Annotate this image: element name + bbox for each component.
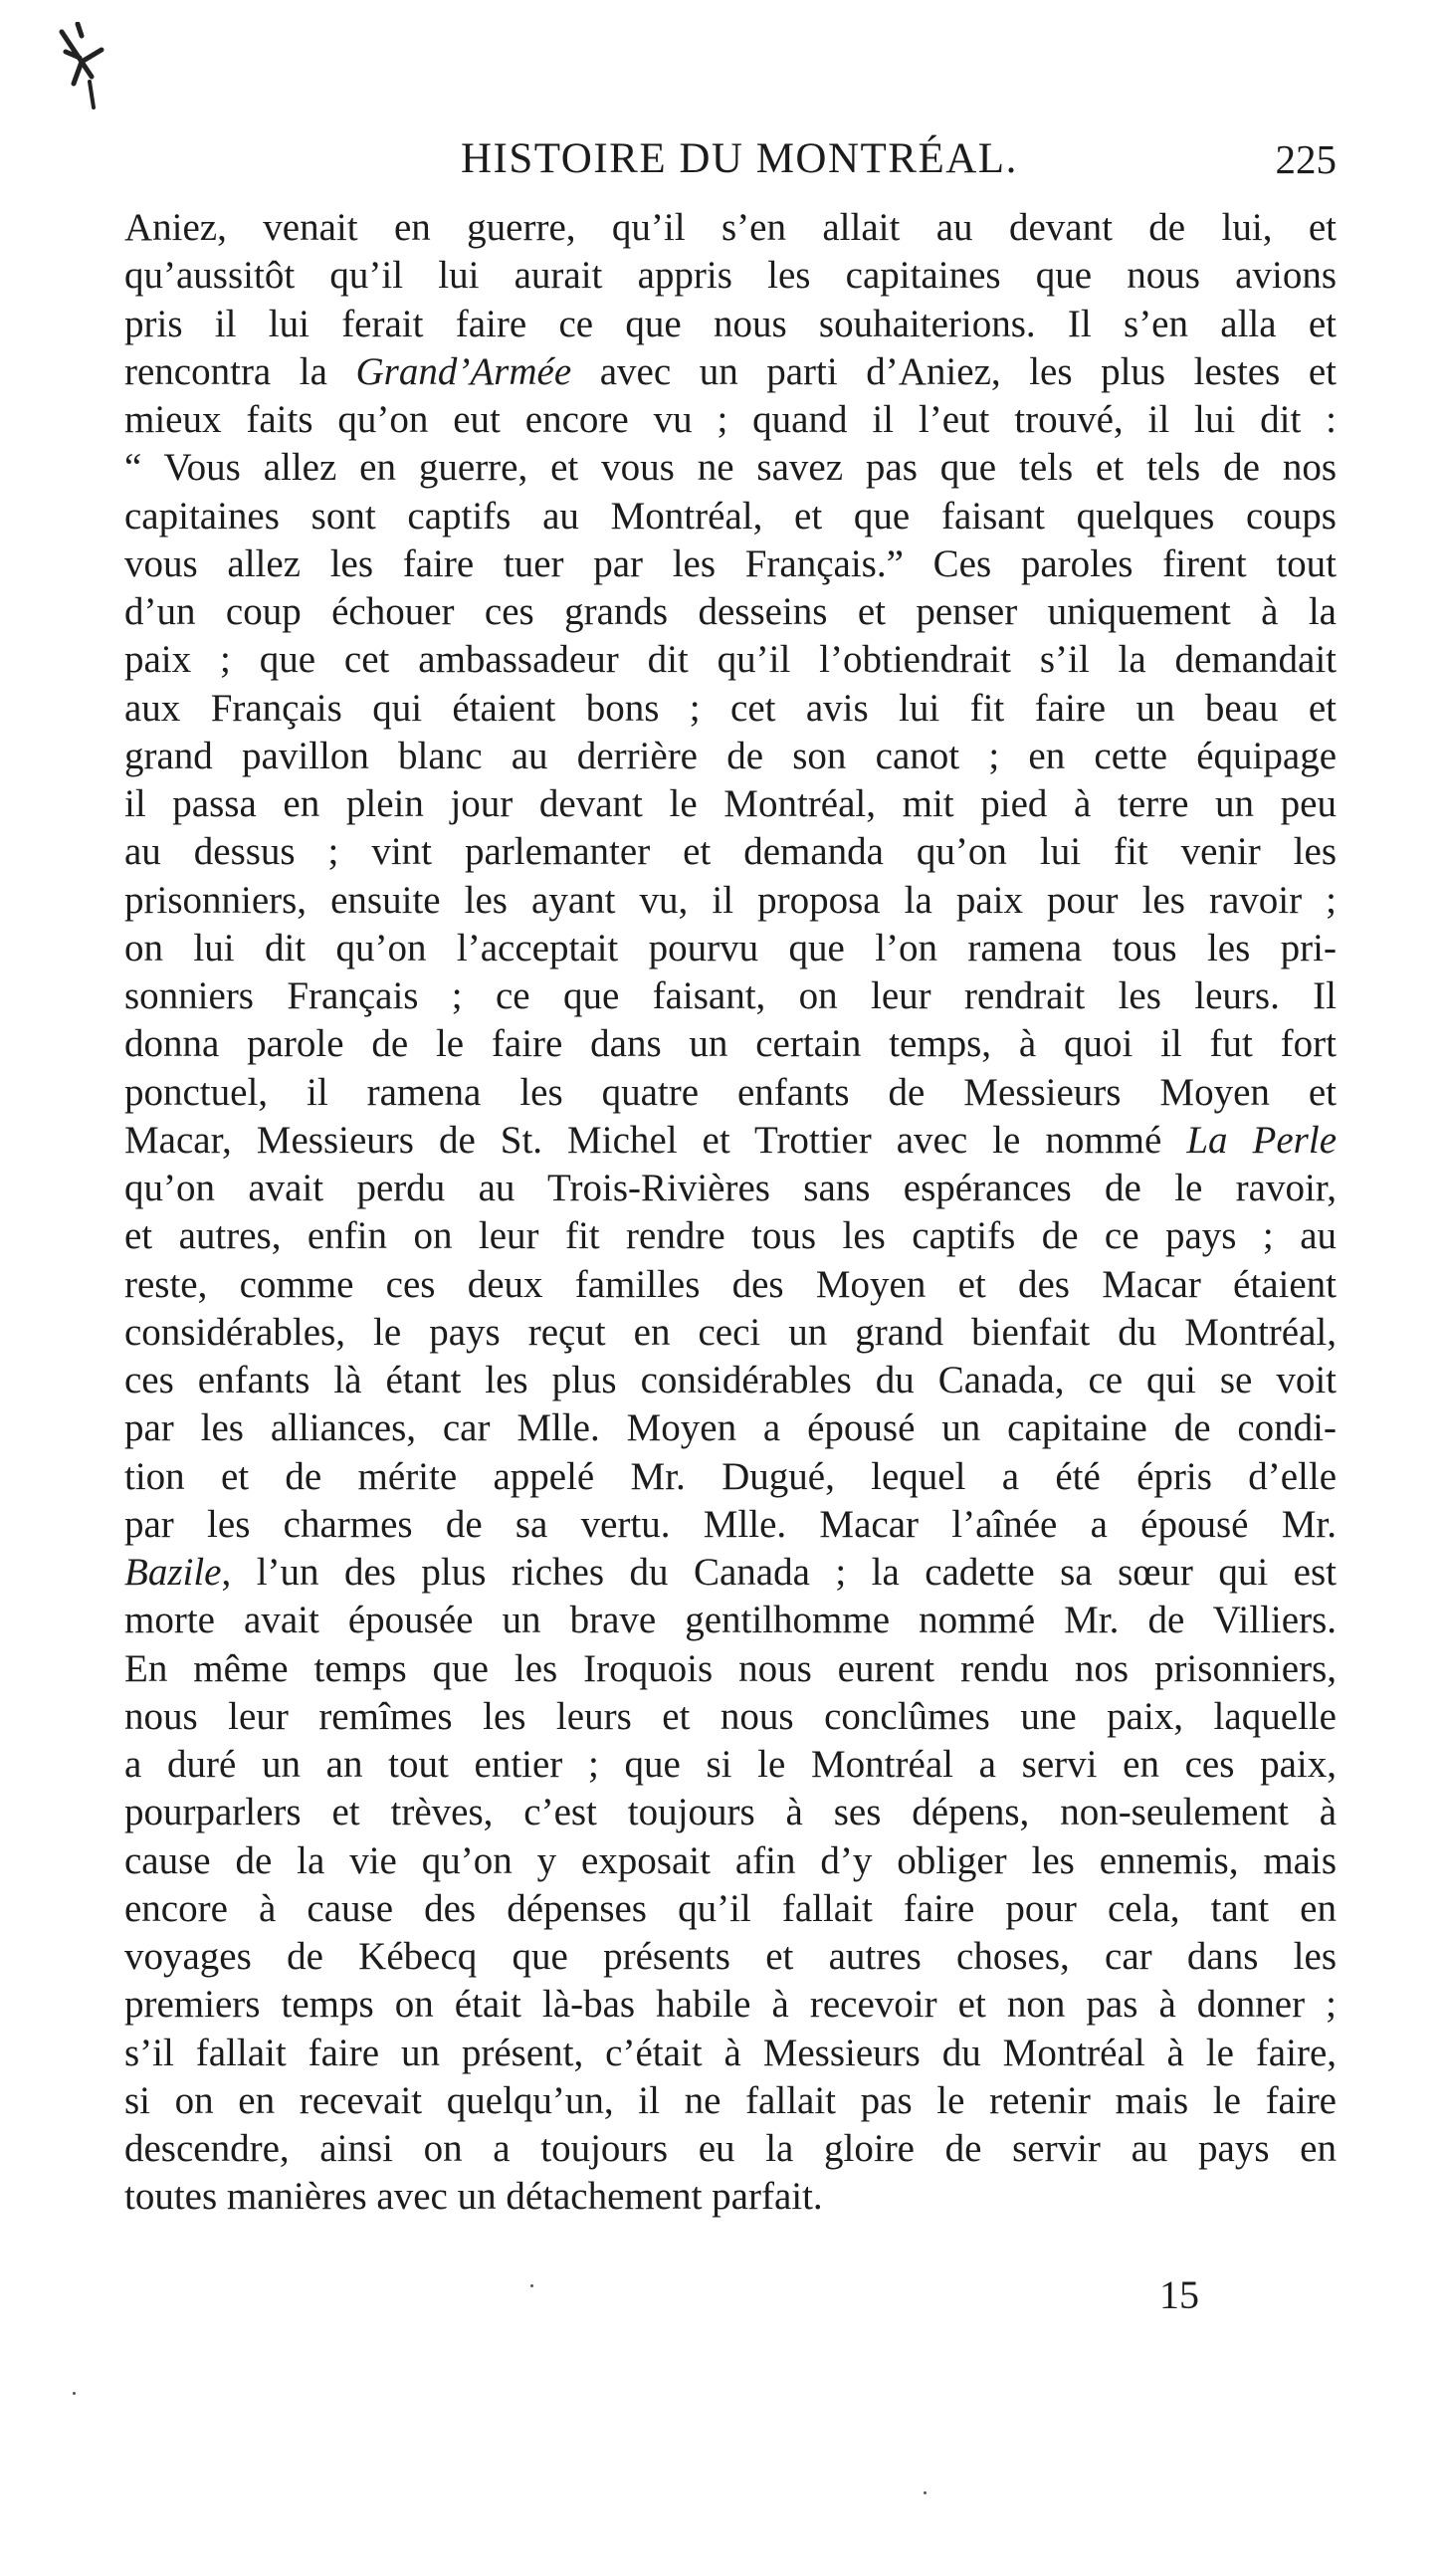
text-line: ces enfants là étant les plus considérables du Canada, ce qui se voit <box>124 1359 1337 1401</box>
text-line: sonniers Français ; ce que faisant, on leur rendrait les leurs. Il <box>124 974 1337 1017</box>
text-line: morte avait épousée un brave gentilhomme nommé Mr. de Villiers. <box>124 1599 1337 1642</box>
text-line: paix ; que cet ambassadeur dit qu’il l’obtiendrait s’il la demandait <box>124 638 1337 682</box>
paper-speck <box>530 2284 533 2287</box>
text-line: pourparlers et trèves, c’est toujours à ses dépens, non-seulement à <box>124 1791 1337 1834</box>
text-line: aux Français qui étaient bons ; cet avis lui fit faire un beau et <box>124 686 1337 730</box>
text-line: En même temps que les Iroquois nous eurent rendu nos prisonniers, <box>124 1646 1337 1690</box>
text-line: nous leur remîmes les leurs et nous conclûmes une paix, laquelle <box>124 1694 1337 1738</box>
text-line: toutes manières avec un détachement parfait. <box>124 2175 823 2219</box>
signature-mark: 15 <box>1159 2272 1199 2317</box>
page-number: 225 <box>1275 136 1337 182</box>
text-line: et autres, enfin on leur fit rendre tous les captifs de ce pays ; au <box>124 1214 1337 1258</box>
text-line-start: Macar, Messieurs de St. Michel et Trottier avec le nommé <box>124 1118 1187 1162</box>
text-line: “ Vous allez en guerre, et vous ne savez pas que tels et tels de nos <box>124 446 1337 490</box>
text-line: cause de la vie qu’on y exposait afin d’y obliger les ennemis, mais <box>124 1838 1337 1882</box>
text-line: considérables, le pays reçut en ceci un grand bienfait du Montréal, <box>124 1310 1337 1354</box>
text-line <box>124 1549 1337 1597</box>
text-line <box>124 348 1337 396</box>
text-line: mieux faits qu’on eut encore vu ; quand il l’eut trouvé, il lui dit : <box>124 398 1337 441</box>
text-line: qu’aussitôt qu’il lui aurait appris les capitaines que nous avions <box>124 254 1337 298</box>
text-line: il passa en plein jour devant le Montréal, mit pied à terre un peu <box>124 782 1337 825</box>
text-line: voyages de Kébecq que présents et autres choses, car dans les <box>124 1935 1337 1978</box>
paper-speck <box>73 2392 76 2395</box>
text-line: pris il lui ferait faire ce que nous souhaiterions. Il s’en alla et <box>124 302 1337 345</box>
text-line: descendre, ainsi on a toujours eu la gloire de servir au pays en <box>124 2127 1337 2170</box>
text-line: au dessus ; vint parlemanter et demanda qu’on lui fit venir les <box>124 830 1337 874</box>
printer-mark-icon <box>52 22 111 111</box>
text-line: reste, comme ces deux familles des Moyen et des Macar étaient <box>124 1262 1337 1306</box>
text-line: s’il fallait faire un présent, c’était à Messieurs du Montréal à le faire, <box>124 2031 1337 2074</box>
text-line <box>124 1117 1337 1165</box>
running-title: HISTOIRE DU MONTRÉAL. <box>461 135 1018 182</box>
text-line-end: avec un parti d’Aniez, les plus lestes et <box>571 349 1337 393</box>
text-line: par les charmes de sa vertu. Mlle. Macar l’aînée a épousé Mr. <box>124 1502 1337 1546</box>
text-line: d’un coup échouer ces grands desseins et penser uniquement à la <box>124 590 1337 633</box>
text-line: capitaines sont captifs au Montréal, et que faisant quelques coups <box>124 494 1337 537</box>
text-line-end: , l’un des plus riches du Canada ; la cadette sa sœur qui est <box>221 1551 1337 1594</box>
text-line: encore à cause des dépenses qu’il fallait faire pour cela, tant en <box>124 1886 1337 1930</box>
text-line: vous allez les faire tuer par les Français.” Ces paroles firent tout <box>124 541 1337 585</box>
text-line: premiers temps on était là-bas habile à recevoir et non pas à donner ; <box>124 1983 1337 2027</box>
paper-speck <box>924 2491 927 2494</box>
italic-term: Bazile <box>124 1551 222 1594</box>
text-line: grand pavillon blanc au derrière de son canot ; en cette équipage <box>124 734 1337 777</box>
text-line: qu’on avait perdu au Trois-Rivières sans espérances de le ravoir, <box>124 1167 1337 1209</box>
italic-term: Grand’Armée <box>355 349 572 393</box>
text-line: donna parole de le faire dans un certain temps, à quoi il fut fort <box>124 1022 1337 1066</box>
body-text <box>124 204 1337 2222</box>
text-line: ponctuel, il ramena les quatre enfants de Messieurs Moyen et <box>124 1070 1337 1114</box>
text-line: Aniez, venait en guerre, qu’il s’en allait au devant de lui, et <box>124 206 1337 249</box>
text-line: tion et de mérite appelé Mr. Dugué, lequel a été épris d’elle <box>124 1454 1337 1498</box>
text-line-start: rencontra la <box>124 349 356 393</box>
running-head <box>124 129 1337 189</box>
italic-term: La Perle <box>1186 1118 1337 1162</box>
text-line: a duré un an tout entier ; que si le Montréal a servi en ces paix, <box>124 1743 1337 1786</box>
text-line: par les alliances, car Mlle. Moyen a épousé un capitaine de condi- <box>124 1406 1337 1450</box>
text-line: si on en recevait quelqu’un, il ne fallait pas le retenir mais le faire <box>124 2078 1337 2122</box>
text-line: prisonniers, ensuite les ayant vu, il proposa la paix pour les ravoir ; <box>124 878 1337 922</box>
text-line: on lui dit qu’on l’acceptait pourvu que l’on ramena tous les pri- <box>124 926 1337 969</box>
